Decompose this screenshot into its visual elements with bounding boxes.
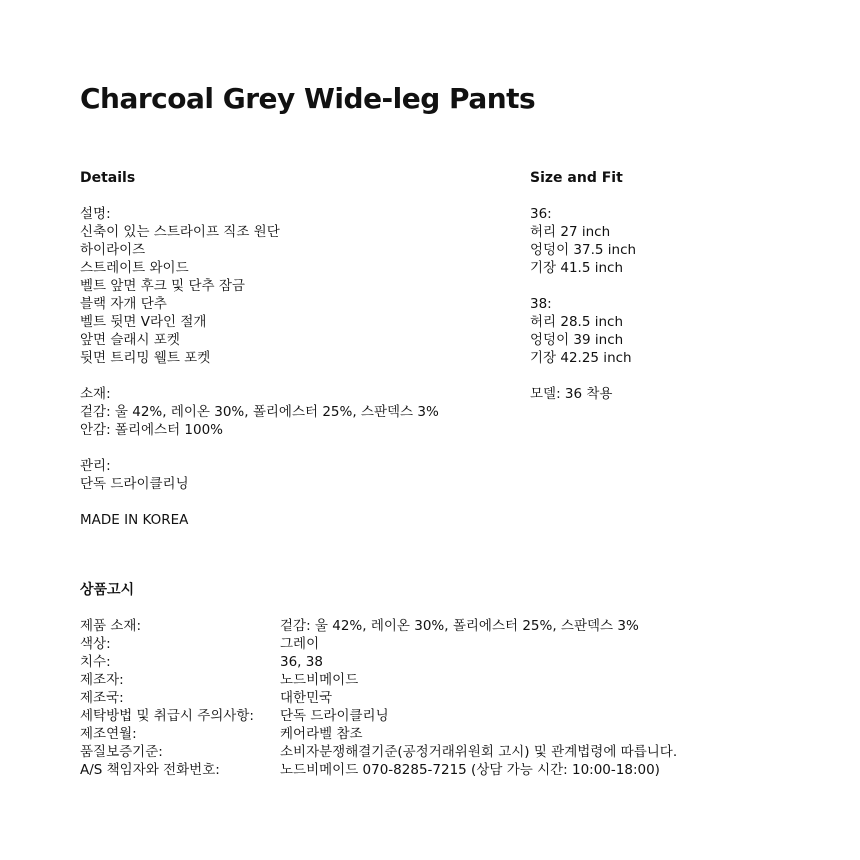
notice-value: 36, 38 bbox=[280, 654, 323, 670]
notice-row bbox=[80, 653, 780, 671]
notice-value: 소비자분쟁해결기준(공정거래위원회 고시) 및 관계법령에 따릅니다. bbox=[280, 744, 678, 760]
care-line: 단독 드라이클리닝 bbox=[80, 476, 189, 492]
origin-text: MADE IN KOREA bbox=[80, 512, 189, 528]
notice-table bbox=[80, 617, 780, 779]
material-line: 안감: 폴리에스터 100% bbox=[80, 422, 224, 438]
size-fit-heading: Size and Fit bbox=[530, 170, 623, 186]
notice-row bbox=[80, 671, 780, 689]
notice-label: 제조연월: bbox=[80, 726, 137, 742]
size-label: 38: bbox=[530, 296, 552, 312]
size-block-38 bbox=[530, 295, 780, 367]
notice-row bbox=[80, 689, 780, 707]
notice-row bbox=[80, 707, 780, 725]
description-line: 스트레이트 와이드 bbox=[80, 260, 189, 276]
size-block-36 bbox=[530, 205, 780, 277]
notice-label: 치수: bbox=[80, 654, 111, 670]
product-title: Charcoal Grey Wide-leg Pants bbox=[80, 82, 536, 115]
notice-label: A/S 책임자와 전화번호: bbox=[80, 762, 220, 778]
details-heading: Details bbox=[80, 170, 136, 186]
notice-value: 단독 드라이클리닝 bbox=[280, 708, 389, 724]
notice-value: 겉감: 울 42%, 레이온 30%, 폴리에스터 25%, 스판덱스 3% bbox=[280, 618, 639, 634]
model-note: 모델: 36 착용 bbox=[530, 386, 613, 402]
notice-row bbox=[80, 761, 780, 779]
notice-label: 세탁방법 및 취급시 주의사항: bbox=[80, 708, 254, 724]
notice-label: 제조자: bbox=[80, 672, 124, 688]
material-label: 소재: bbox=[80, 386, 111, 402]
description-line: 하이라이즈 bbox=[80, 242, 146, 258]
notice-row bbox=[80, 743, 780, 761]
notice-value: 노드비메이드 bbox=[280, 672, 359, 688]
description-line: 블랙 자개 단추 bbox=[80, 296, 167, 312]
size-measure: 허리 28.5 inch bbox=[530, 314, 624, 330]
size-measure: 엉덩이 39 inch bbox=[530, 332, 624, 348]
description-line: 앞면 슬래시 포켓 bbox=[80, 332, 180, 348]
notice-row bbox=[80, 725, 780, 743]
notice-row bbox=[80, 635, 780, 653]
notice-value: 케어라벨 참조 bbox=[280, 726, 363, 742]
product-notice-section bbox=[80, 581, 780, 779]
description-label: 설명: bbox=[80, 206, 111, 222]
size-measure: 엉덩이 37.5 inch bbox=[530, 242, 637, 258]
description-line: 벨트 뒷면 V라인 절개 bbox=[80, 314, 207, 330]
notice-label: 품질보증기준: bbox=[80, 744, 163, 760]
size-measure: 기장 41.5 inch bbox=[530, 260, 624, 276]
notice-value: 대한민국 bbox=[280, 690, 333, 706]
notice-heading: 상품고시 bbox=[80, 582, 135, 598]
description-line: 신축이 있는 스트라이프 직조 원단 bbox=[80, 224, 280, 240]
care-label: 관리: bbox=[80, 458, 111, 474]
size-label: 36: bbox=[530, 206, 552, 222]
material-block bbox=[80, 385, 520, 439]
size-measure: 기장 42.25 inch bbox=[530, 350, 632, 366]
description-line: 벨트 앞면 후크 및 단추 잠금 bbox=[80, 278, 245, 294]
notice-value: 노드비메이드 070-8285-7215 (상담 가능 시간: 10:00-18:00) bbox=[280, 762, 660, 778]
size-measure: 허리 27 inch bbox=[530, 224, 611, 240]
notice-label: 제품 소재: bbox=[80, 618, 142, 634]
notice-row bbox=[80, 617, 780, 635]
notice-label: 색상: bbox=[80, 636, 111, 652]
description-block bbox=[80, 205, 520, 367]
notice-label: 제조국: bbox=[80, 690, 124, 706]
description-line: 뒷면 트리밍 웰트 포켓 bbox=[80, 350, 211, 366]
details-section bbox=[80, 169, 520, 529]
size-fit-section bbox=[530, 169, 780, 403]
notice-value: 그레이 bbox=[280, 636, 320, 652]
care-block bbox=[80, 457, 520, 493]
material-line: 겉감: 울 42%, 레이온 30%, 폴리에스터 25%, 스판덱스 3% bbox=[80, 404, 439, 420]
